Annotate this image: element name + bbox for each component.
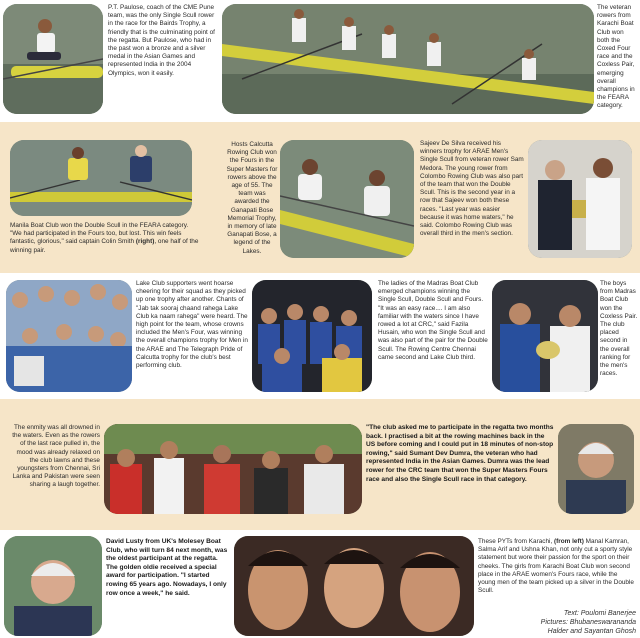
caption-manila: Manila Boat Club won the Double Scull in the FEARA category. "We had participated in the Fours too, but lost. This win feels fantastic, glorious," said captain Colin Smith (right), one half of the winning pair. <box>10 222 199 254</box>
photo-lake-club-supporters <box>6 280 132 392</box>
photo-karachi-girls <box>234 536 474 636</box>
caption-karachi-veteran: The veteran rowers from Karachi Boat Club won both the Coxed Four race and the Coxless Pair, emerging overall champions in the FEARA category. <box>597 4 635 110</box>
photo-karachi-veteran-four <box>222 4 594 114</box>
photo-david-lusty <box>4 536 102 636</box>
caption-colombo: Sajeev De Silva received his winners trophy for ARAE Men's Single Scull from veteran rower Sam Medora. The young rower from Colombo Rowing Club was also part of the team that won the Double Scull. This is the second year in a row that Sajeev won both these races. "Last year was easier because it was home waters," he said. Colombo Rowing Club was overall third in the men's section. <box>420 140 524 238</box>
credit-text: Text: Poulomi Banerjee <box>563 610 636 617</box>
photo-calcutta-super-masters <box>280 140 414 258</box>
photo-paulose-single-scull <box>3 4 103 114</box>
quote-dumra: "The club asked me to participate in the regatta two months back. I practised a bit at the rowing machines back in the US before coming and I could put in 18 minutes of non-stop rowing," said Sumant Dev Dumra, the veteran who had represented India in the Asian Games. Dumra was the lead rower for the CRC team that won the Super Masters Fours race and also the Single Scull race in that category. <box>366 424 554 483</box>
caption-karachi-girls: These PYTs from Karachi, (from left) Manal Kamran, Salma Arif and Ushna Khan, not only cut a sporty style statement but wore their passion for the sport on their cheeks. The girls from Karachi Boat Club won second place in the ARAE women's Fours race, while the young men of the team picked up a silver in the Double Scull. <box>478 538 634 595</box>
credits <box>470 609 636 636</box>
photo-dumra <box>558 424 634 514</box>
credit-pictures-2: Halder and Sayantan Ghosh <box>547 628 636 635</box>
photo-youngsters-laughing <box>104 424 362 514</box>
caption-madras-ladies: The ladies of the Madras Boat Club emerged champions winning the Single Scull, Double Scull and Fours. "It was an easy race.... I am also familiar with the waters since I have rowed a lot at CRC," said Fazila Husain, who won the Single Scull and was also part of the pair for the Double Scull. The Rowing Centre Chennai came second and Lake Club third. <box>378 280 488 361</box>
photo-colombo-trophy <box>528 140 632 258</box>
photo-madras-boys <box>492 280 598 392</box>
caption-calcutta: Hosts Calcutta Rowing Club won the Fours in the Super Masters for rowers above the age of 55. The team was awarded the Ganapati Bose Memorial Trophy, in memory of late Ganapati Bose, a legend of the Lakes. <box>226 141 278 255</box>
quote-lusty: David Lusty from UK's Molesey Boat Club, who will turn 84 next month, was the oldest participant at the regatta. The golden oldie received a special award for participation. "I started rowing 65 years ago. Nowadays, I only row once a week," he said. <box>106 538 228 597</box>
photo-madras-ladies <box>252 280 372 392</box>
credit-pictures-1: Pictures: Bhubaneswarananda <box>540 619 636 626</box>
caption-enmity: The enmity was all drowned in the waters. Even as the rowers of the last race pulled in, the mood was already relaxed on the club lawns and these youngsters from Chennai, Sri Lanka and Pakistan were seen sharing a laugh together. <box>12 424 100 489</box>
caption-paulose: P.T. Paulose, coach of the CME Pune team, was the only Single Scull rower in the race for the Bairds Trophy, a friendly that is the culminating point of the regatta. But Paulose, who had in the past won a bronze and a silver medal in the Asian Games and represented India in the 2004 Olympics, won it easily. <box>108 4 215 77</box>
caption-lake-club: Lake Club supporters went hoarse cheering for their squad as they picked up one trophy after another. Chants of "Jab tak sooraj chaand rahega Lake Club ka naam rahega" were heard. The high point for the team, whose crowns included the Men's Four, was winning the overall champions trophy for Men in the ARAE and The Telegraph Pride of Calcutta trophy for the club's best performing club. <box>136 280 248 370</box>
caption-madras-boys: The boys from Madras Boat Club won the Coxless Pair. The club placed second in the overall ranking for the men's races. <box>600 280 638 378</box>
photo-manila-double-scull <box>10 140 192 216</box>
